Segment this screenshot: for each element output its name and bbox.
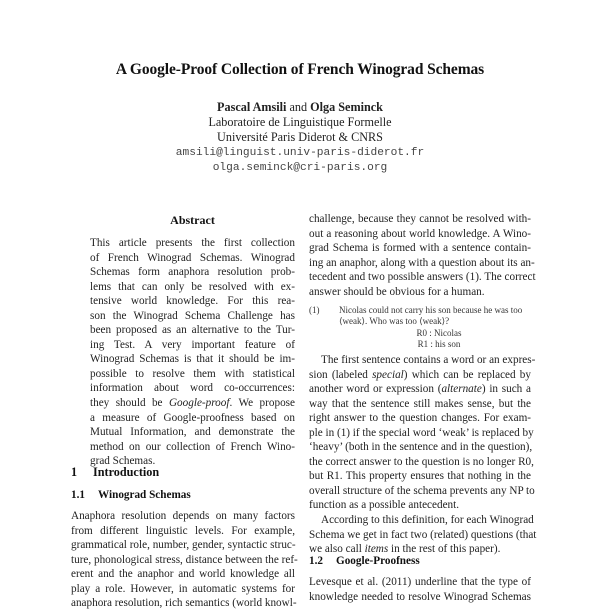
subsection-number: 1.2 [309,555,323,567]
body-line: right answer to the question changes. For exam- [309,412,531,425]
example-1 [309,305,539,349]
section-number: 1 [71,465,78,479]
section-1-heading [71,465,159,480]
body-line: knowledge needed to resolve Winograd Schemas [309,590,531,603]
abstract-line: This article presents the first collection [90,237,295,249]
abstract-line [90,396,295,411]
emphasis-alternate: alternate [441,383,482,396]
abstract-line: Schemas form anaphora resolution prob- [90,266,295,279]
body-line: ple in (1) if the special word ‘weak’ is replaced by [309,426,534,439]
right-para-1 [309,212,536,299]
body-text: ) in such a [481,383,531,396]
body-line: out a reasoning about world knowledge. A Wino- [309,227,531,240]
intro-line: anaphora resolution, rich semantics (world knowl- [71,597,297,610]
abstract-line: possible to resolve them with statistical [90,367,295,380]
abstract-line: lems that can only be resolved with ex- [90,280,295,293]
abstract-line: a measure of Google-proofness based on [90,411,295,424]
example-answer-r1: R1 : his son [417,338,461,349]
body-line: tecedent and two possible answers (1). The correct [309,271,536,284]
emphasis-special: special [372,368,404,381]
emphasis-items: items [364,543,389,556]
example-body [339,305,539,350]
author-2: Olga Seminck [310,100,383,114]
abstract-line: tensive world knowledge. For this rea- [90,295,295,308]
example-answer-r0: R0 : Nicolas [416,327,462,338]
section-title: Introduction [93,465,160,479]
body-text: sion (labeled [309,368,373,381]
abstract-line: son the Winograd Schema Challenge has [90,309,295,322]
intro-body [71,509,298,611]
body-line: but R1. This property ensures that nothing in the [309,470,531,483]
abstract-line: Winograd Schemas is that it should be im- [90,353,295,366]
abstract-line: information about word co-occurrences: [90,382,295,395]
subsection-title: Winograd Schemas [98,489,191,501]
intro-line: Anaphora resolution depends on many factors [71,510,295,522]
author-1: Pascal Amsili [217,100,287,114]
subsection-number: 1.1 [71,489,85,501]
right-para-2 [309,353,537,557]
body-line: way that the sentence still makes sense, but the [309,397,531,410]
body-line [309,382,531,397]
body-line: answer should be obvious for a human. [309,285,485,298]
body-line: ing an anaphor, along with a question about its an- [309,256,535,269]
body-text: another word or expression ( [309,383,442,396]
abstract-body [90,236,295,469]
body-line: According to this definition, for each Winograd [321,514,534,527]
author-names [0,100,600,115]
email-1[interactable]: amsili@linguist.univ-paris-diderot.fr [175,146,425,159]
body-line: function as a possible antecedent. [309,499,460,512]
intro-line: grammatical role, number, gender, syntactic struc- [71,539,296,552]
body-line: ‘heavy’ (both in the sentence and in the question), [309,441,533,454]
abstract-heading: Abstract [170,213,215,227]
body-line: overall structure of the schema prevents any NP to [309,484,535,497]
author-conjunction: and [289,100,308,114]
abstract-line: been proposed as an alternative to the Tur- [90,324,295,337]
subsection-1-2-heading [309,555,420,567]
example-number: (1) [309,305,320,315]
abstract-line: of French Winograd Schemas. Winograd [90,251,295,264]
affiliation-university: Université Paris Diderot & CNRS [217,130,383,145]
abstract-text: they should be [90,397,169,410]
subsection-title: Google-Proofness [336,555,420,567]
body-line: Levesque et al. (2011) underline that the type of [309,576,531,588]
example-question: ⟨weak⟩. Who was too ⟨weak⟩? [339,316,450,327]
body-line: Schema we get in fact two (related) questions (that [309,528,537,541]
body-text: we also call [309,543,365,556]
body-line: The first sentence contains a word or an expres- [321,354,536,366]
abstract-line: grad Schemas. [90,455,156,468]
body-text: ) which can be replaced by [403,368,531,381]
body-line: the correct answer to the question is no longer R0, [309,455,534,468]
body-line: grad Schema is formed with a sentence contain- [309,242,531,255]
affiliation-lab: Laboratoire de Linguistique Formelle [208,115,392,130]
email-2[interactable]: olga.seminck@cri-paris.org [212,161,388,174]
intro-line: ture, phonological stress, distance between the ref- [71,553,298,566]
intro-line: erent and the anaphor and world knowledge all [71,568,295,581]
author-block [0,100,600,176]
intro-line: from different linguistic levels. For example, [71,524,295,537]
example-sentence: Nicolas could not carry his son because he was too [339,305,523,315]
body-line: challenge, because they cannot be resolved with- [309,213,531,225]
body-text: in the rest of this paper). [388,543,501,556]
subsection-1-1-heading [71,489,191,501]
abstract-line: ing Test. A very important feature of [90,338,295,351]
body-line [309,368,531,383]
intro-line: play a role. However, in automatic systems for [71,582,295,595]
abstract-text: . We propose [229,397,295,410]
abstract-line: Mutual Information, and demonstrate the [90,426,295,439]
paper-title: A Google-Proof Collection of French Winograd Schemas [115,61,485,78]
abstract-line: method on our collection of French Wino- [90,440,295,453]
emphasis-google-proof: Google-proof [168,397,230,410]
